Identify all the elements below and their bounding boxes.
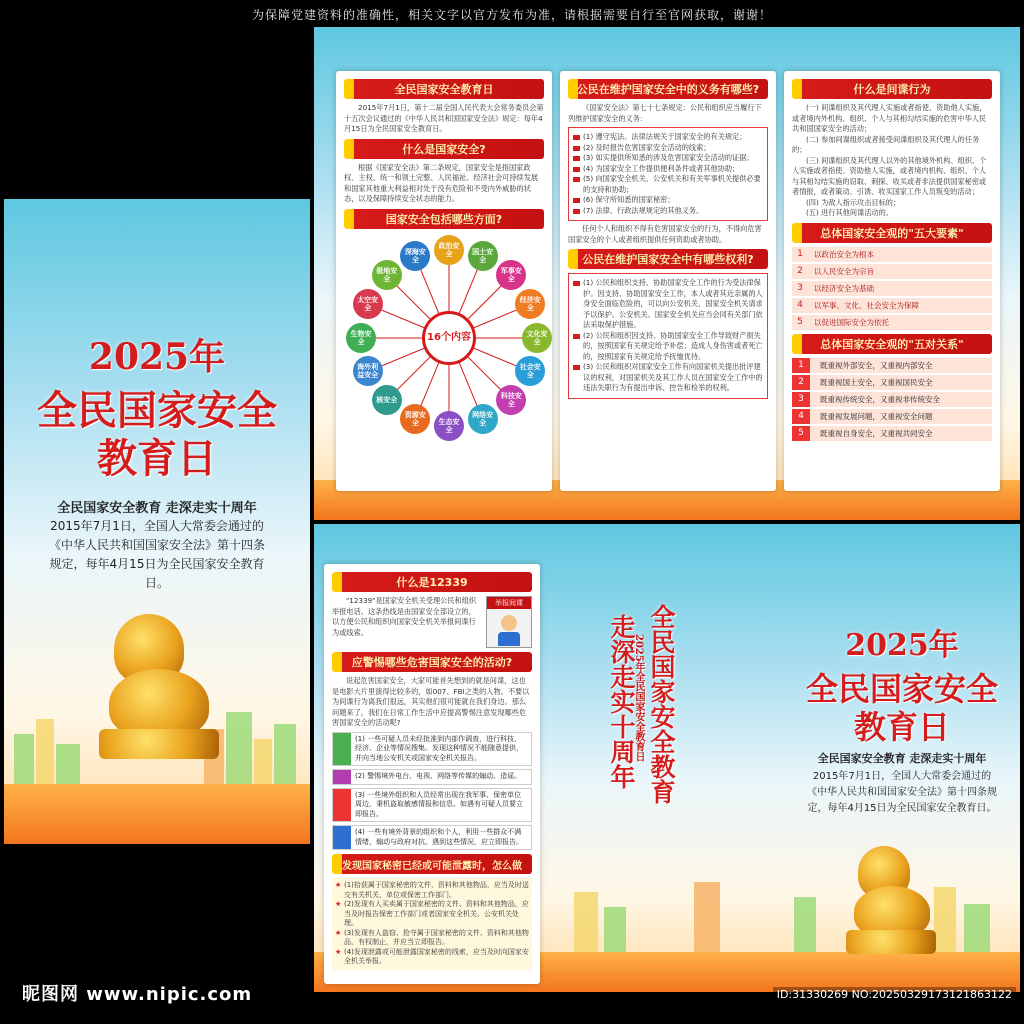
- edu-day-text: 2015年7月1日，第十二届全国人民代表大会常务委员会第十五次会议通过的《中华人民共和国国家安全法》规定：每年4月15日为全民国家安全教育日。: [344, 103, 544, 133]
- relation-number: 2: [792, 375, 810, 390]
- espionage-item: (二) 参加间谍组织或者接受间谍组织及其代理人的任务的；: [792, 134, 980, 154]
- relation-number: 5: [792, 426, 810, 441]
- relation-text: 既重视发展问题，又重视安全问题: [820, 411, 933, 421]
- duty-item: (6) 保守所知悉的国家秘密；: [573, 195, 763, 206]
- relation-row: [792, 409, 992, 424]
- heading-duties: 公民在维护国家安全中的义务有哪些?: [568, 79, 768, 99]
- relation-row: [792, 375, 992, 390]
- alert-item: [332, 788, 532, 823]
- alert-text: (1) 一些可疑人员未经批准到内部作调查，进行科技、经济、企业等情况搜集。发现这种情况不能随意提供，并向当地公安机关或国家安全机关报告。: [355, 734, 523, 762]
- element-text: 以军事、文化、社会安全为保障: [814, 300, 919, 310]
- column-1: [336, 71, 552, 491]
- heading-leak: 发现国家秘密已经或可能泄露时，怎么做: [332, 854, 532, 874]
- inner-spread-panel: [314, 27, 1020, 520]
- relation-text: 既重视国土安全，又重视国民安全: [820, 377, 933, 387]
- alert-color-bar: [333, 770, 351, 784]
- outer-spread-panel: [314, 524, 1020, 992]
- back-lion-icon: [846, 846, 936, 956]
- duty-item: (1) 遵守宪法、法律法规关于国家安全的有关规定；: [573, 132, 763, 143]
- image-id: ID:31330269 NO:20250329173121863122: [773, 987, 1016, 1002]
- lion-statue-icon: [99, 614, 219, 764]
- aspect-node: 海外利益安全: [353, 356, 383, 386]
- column-2: [560, 71, 776, 491]
- espionage-item: (五) 进行其他间谍活动的。: [806, 208, 893, 217]
- person-icon: [501, 615, 517, 631]
- element-number: 5: [797, 317, 803, 327]
- heading-12339: 什么是12339: [332, 572, 532, 592]
- leak-step: ★ (1)拾获属于国家秘密的文件、资料和其他物品，应当及时送交有关机关、单位或保密工作部门。: [335, 881, 529, 900]
- relation-row: [792, 426, 992, 441]
- relation-number: 1: [792, 358, 810, 373]
- alert-intro: 说起危害国家安全，大家可能首先想到的就是间谍，这也是电影大片里演得比较多的，如007、FBI之类的人物。不要以为间谍行为离我们很远，其实他们很可能就在我们身边。那么问题来了，我们在日常工作生活中应提高警惕注意发现哪些危害国家安全的活动呢?: [332, 676, 530, 727]
- aspect-node: 社会安全: [515, 356, 545, 386]
- back-cover: [784, 524, 1020, 992]
- element-number: 3: [797, 283, 803, 293]
- alert-list: [332, 732, 532, 851]
- column-3: [784, 71, 1000, 491]
- espionage-item: (一) 间谍组织及其代理人实施或者指使、资助他人实施，或者境内外机构、组织、个人与其相勾结实施的危害中华人民共和国国家安全的活动；: [792, 103, 987, 133]
- espionage-item: (四) 为敌人指示攻击目标的；: [806, 197, 901, 207]
- alert-text: (3) 一些境外组织和人员经常出现在我军事、保密单位周边，秉机盗取敏感情报和信息。如遇有可疑人员要立即报告。: [355, 790, 523, 818]
- report-spy-badge: [486, 596, 532, 648]
- alert-color-bar: [333, 826, 351, 849]
- back-subtitle: 全民国家安全教育 走深走实十周年: [817, 752, 987, 765]
- right-item: (2) 公民和组织因支持、协助国家安全工作导致财产损失的，按照国家有关规定给予补偿；造成人身伤害或者死亡的，按照国家有关规定给予抚恤优待。: [573, 331, 763, 363]
- element-text: 以人民安全为宗旨: [814, 266, 874, 276]
- cover-subtitle: 全民国家安全教育 走深走实十周年: [57, 501, 257, 516]
- right-item: (3) 公民和组织对国家安全工作有向国家机关提出批评建议的权利，对国家机关及其工作人员在国家安全工作中的违法失职行为有提出申诉、控告和检举的权利。: [573, 362, 763, 394]
- heading-edu-day: 全民国家安全教育日: [344, 79, 544, 99]
- alert-item: [332, 825, 532, 850]
- site-logo: 昵图网 www.nipic.com: [22, 984, 253, 1005]
- top-note: 为保障党建资料的准确性，相关文字以官方发布为准，请根据需要自行至官网获取，谢谢！: [251, 8, 772, 22]
- cover-year: 2025年: [88, 336, 226, 378]
- heading-five-elements: 总体国家安全观的"五大要素": [792, 223, 992, 243]
- leak-step: ★ (4)发现泄露或可能泄露国家秘密的线索，应当及时向国家安全机关举报。: [335, 948, 529, 967]
- aspect-node: 科技安全: [496, 385, 526, 415]
- duties-note: 任何个人和组织不得有危害国家安全的行为，不得向危害国家安全的个人或者组织提供任何资助或者协助。: [568, 224, 762, 244]
- aspect-node: 文化安全: [522, 323, 552, 353]
- rights-box: [568, 273, 768, 399]
- element-text: 以经济安全为基础: [814, 283, 874, 293]
- column-4: [324, 564, 540, 984]
- duty-item: (4) 为国家安全工作提供便利条件或者其他协助；: [573, 164, 763, 175]
- vertical-line-2: 走深走实十周年: [607, 614, 636, 789]
- element-row: [792, 298, 992, 313]
- aspects-diagram: [344, 233, 554, 443]
- relation-row: [792, 358, 992, 373]
- vertical-line-1: 全民国家安全教育: [647, 604, 676, 804]
- five-elements-list: [792, 247, 992, 330]
- relation-text: 既重视外部安全，又重视内部安全: [820, 360, 933, 370]
- alert-text: (4) 一些有境外背景的组织和个人，利用一些群众不满情绪，煽动与政府对抗。遇到这些情况，应立即报告。: [355, 828, 523, 846]
- relation-number: 4: [792, 409, 810, 424]
- element-text: 以促进国际安全为依托: [814, 317, 889, 327]
- element-number: 2: [797, 266, 803, 276]
- vertical-title: [604, 604, 724, 904]
- cover-title-2: 教育日: [97, 435, 217, 482]
- aspects-center: 16个内容: [422, 311, 476, 365]
- back-title-2: 教育日: [853, 708, 950, 746]
- leak-steps: [332, 878, 532, 970]
- aspect-node: 生态安全: [434, 411, 464, 441]
- aspect-node: 极地安全: [372, 260, 402, 290]
- heading-what-is-security: 什么是国家安全?: [344, 139, 544, 159]
- heading-alert: 应警惕哪些危害国家安全的活动?: [332, 652, 532, 672]
- duties-box: [568, 127, 768, 221]
- aspect-node: 太空安全: [353, 289, 383, 319]
- espionage-list: [792, 103, 992, 219]
- aspect-node: 经济安全: [515, 289, 545, 319]
- heading-espionage: 什么是间谍行为: [792, 79, 992, 99]
- five-relations-list: [792, 358, 992, 441]
- duty-item: (5) 向国家安全机关、公安机关和有关军事机关提供必要的支持和协助；: [573, 174, 763, 195]
- cover-body: 2015年7月1日，全国人大常委会通过的《中华人民共和国国家安全法》第十四条规定，每年4月15日为全民国家安全教育日。: [48, 519, 265, 590]
- element-number: 4: [797, 300, 803, 310]
- alert-color-bar: [333, 789, 351, 822]
- back-title-1: 全民国家安全: [805, 670, 998, 708]
- vertical-small: 2025年全民国家安全教育日: [633, 634, 644, 762]
- element-row: [792, 264, 992, 279]
- element-row: [792, 281, 992, 296]
- heading-rights: 公民在维护国家安全中有哪些权利?: [568, 249, 768, 269]
- duty-item: (3) 如实提供所知悉的涉及危害国家安全活动的证据；: [573, 153, 763, 164]
- relation-text: 既重视自身安全，又重视共同安全: [820, 428, 933, 438]
- aspect-node: 核安全: [372, 385, 402, 415]
- aspect-node: 政治安全: [434, 235, 464, 265]
- aspect-node: 深海安全: [400, 241, 430, 271]
- alert-item: [332, 732, 532, 767]
- element-number: 1: [797, 249, 803, 259]
- cover-panel: [4, 199, 310, 844]
- alert-item: [332, 769, 532, 785]
- aspect-node: 军事安全: [496, 260, 526, 290]
- back-year: 2025年: [845, 628, 959, 663]
- ground-band: [4, 784, 310, 844]
- relation-text: 既重视传统安全，又重视非传统安全: [820, 394, 940, 404]
- aspect-node: 生物安全: [346, 323, 376, 353]
- what-is-security-text: 根据《国家安全法》第二条规定，国家安全是指国家政权、主权、统一和领土完整、人民福祉、经济社会可持续发展和国家其他重大利益相对处于没有危险和不受内外威胁的状态，以及保障持续安全状态的能力。: [344, 162, 539, 203]
- back-body: 2015年7月1日，全国人大常委会通过的《中华人民共和国国家安全法》第十四条规定，每年4月15日为全民国家安全教育日。: [807, 771, 997, 814]
- cover-title-1: 全民国家安全: [37, 387, 277, 434]
- element-row: [792, 247, 992, 262]
- espionage-item: (三) 间谍组织及其代理人以外的其他境外机构、组织、个人实施或者指使、资助他人实施，或者境内机构、组织、个人与其相勾结实施的窃取、刺探、收买或者非法提供国家秘密或者情报，或者策动、引诱、收买国家工作人员叛变的活动；: [792, 155, 987, 196]
- aspect-node: 网络安全: [468, 404, 498, 434]
- heading-aspects: 国家安全包括哪些方面?: [344, 209, 544, 229]
- leak-step: ★ (2)发现有人买卖属于国家秘密的文件、资料和其他物品，应当及时报告保密工作部门或者国家安全机关、公安机关处理。: [335, 900, 529, 929]
- heading-five-relations: 总体国家安全观的"五对关系": [792, 334, 992, 354]
- report-spy-label: 举报间谍: [487, 597, 531, 609]
- alert-text: (2) 警惕境外电台、电视、网络等传媒的煽动、造谣。: [355, 772, 522, 780]
- duty-item: (2) 及时报告危害国家安全活动的线索；: [573, 143, 763, 154]
- aspect-node: 资源安全: [400, 404, 430, 434]
- duty-item: (7) 法律、行政法规规定的其他义务。: [573, 206, 763, 217]
- duties-intro: 《国家安全法》第七十七条规定：公民和组织应当履行下列维护国家安全的义务：: [568, 103, 762, 123]
- element-text: 以政治安全为根本: [814, 249, 874, 259]
- right-item: (1) 公民和组织支持、协助国家安全工作的行为受法律保护。因支持、协助国家安全工作，本人或者其近亲属的人身安全面临危险的，可以向公安机关、国家安全机关请求予以保护。公安机关、国家安全机关应当会同有关部门依法采取保护措施。: [573, 278, 763, 331]
- relation-row: [792, 392, 992, 407]
- element-row: [792, 315, 992, 330]
- hotline-text: "12339"是国家安全机关受理公民和组织举报电话。这条热线是由国家安全部设立的，以方便公民和组织向国家安全机关举报间谍行为或线索。: [332, 596, 477, 637]
- aspect-node: 国土安全: [468, 241, 498, 271]
- relation-number: 3: [792, 392, 810, 407]
- alert-color-bar: [333, 733, 351, 766]
- leak-step: ★ (3)发现有人盗窃、抢夺属于国家秘密的文件、资料和其他物品，有权制止，并应当立即报告。: [335, 929, 529, 948]
